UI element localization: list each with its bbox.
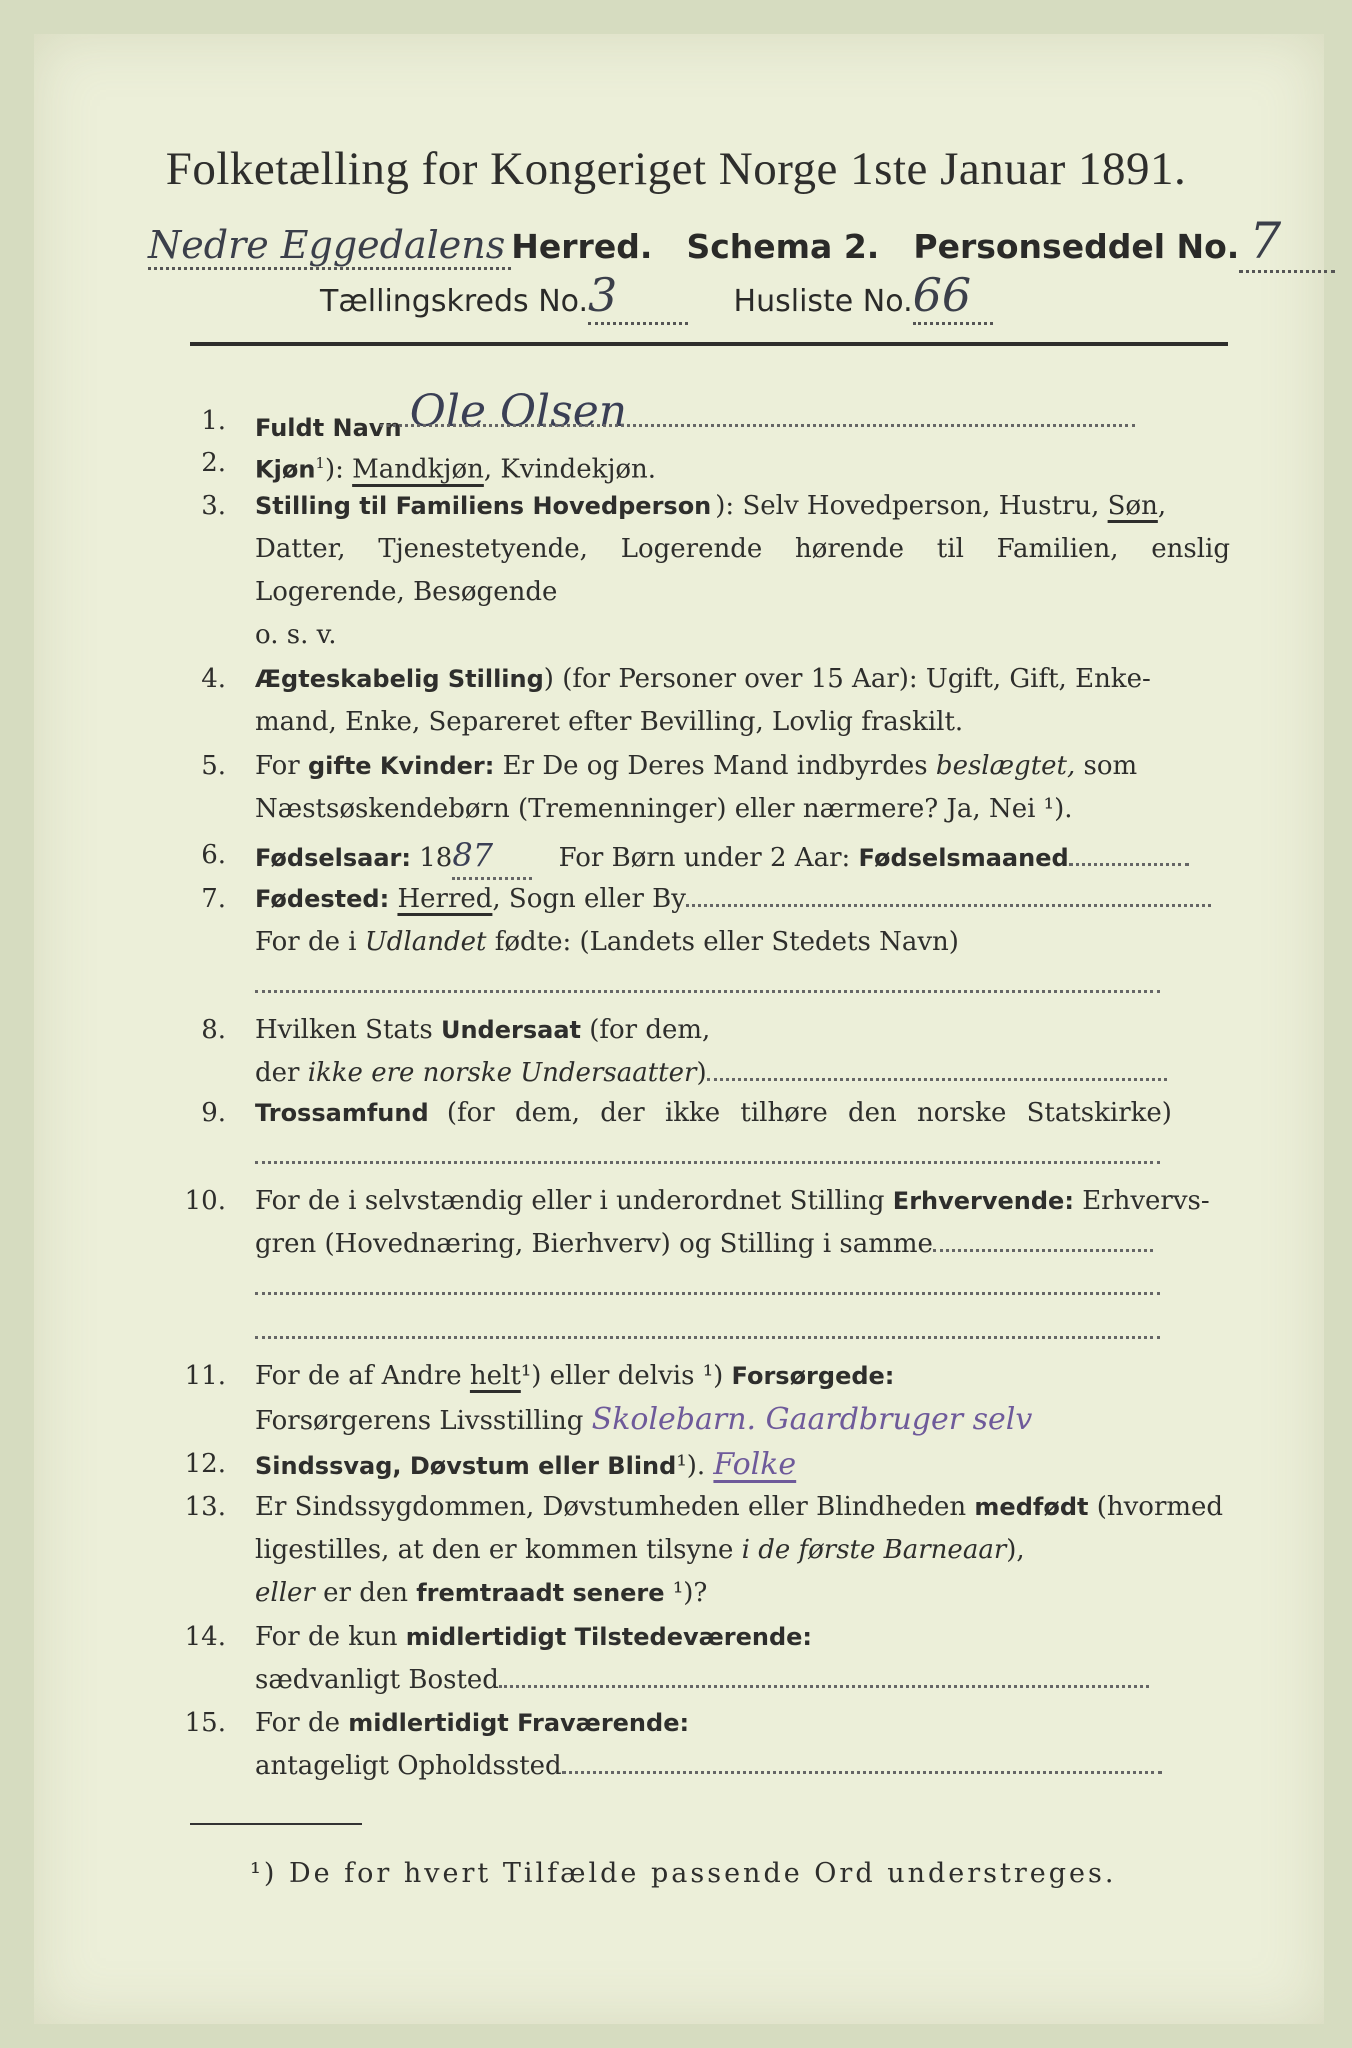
sex-option-selected: Mandkjøn bbox=[352, 454, 484, 485]
text: (for dem, der ikke tilhøre den norske Statskirke) bbox=[446, 1098, 1172, 1128]
personseddel-label: Personseddel No. bbox=[913, 227, 1240, 266]
item-number: 6. bbox=[201, 840, 226, 870]
birth-year-prefix: 18 bbox=[419, 843, 453, 873]
text: Er Sindssygdommen, Døvstumheden eller Blindheden bbox=[255, 1492, 967, 1522]
item-number: 3. bbox=[201, 491, 226, 521]
congenital-label: medfødt bbox=[974, 1493, 1089, 1521]
text: gren (Hovednæring, Bierhverv) og Stilling i samme bbox=[255, 1229, 933, 1259]
support-selected: helt bbox=[469, 1361, 521, 1391]
usual-residence-fill bbox=[499, 1675, 1149, 1688]
later-onset-label: fremtraadt senere bbox=[416, 1579, 665, 1607]
item-number: 5. bbox=[201, 751, 226, 781]
text: eller bbox=[255, 1578, 315, 1608]
text: ) (for Personer over 15 Aar): Ugift, Gift, Enke- bbox=[543, 664, 1151, 694]
form-title: Folketælling for Kongeriget Norge 1ste Januar 1891. bbox=[165, 143, 1187, 195]
text: Erhvervs- bbox=[1082, 1186, 1210, 1216]
header-rule bbox=[190, 342, 1228, 346]
text: (hvormed bbox=[1096, 1492, 1224, 1522]
text: der bbox=[255, 1058, 300, 1088]
disability-value: Folke bbox=[713, 1447, 797, 1482]
text: ligestilles, at den er kommen tilsyne bbox=[255, 1535, 734, 1565]
item-number: 1. bbox=[201, 406, 226, 436]
full-name-fill bbox=[380, 422, 1135, 427]
item-number: 7. bbox=[201, 884, 226, 914]
herred-row bbox=[148, 212, 1335, 273]
residence-fill bbox=[562, 1761, 1162, 1774]
item-9 bbox=[160, 1092, 1230, 1172]
text: For Børn under 2 Aar: bbox=[558, 843, 851, 873]
birth-year-value: 87 bbox=[452, 834, 532, 880]
marital-status-label: Ægteskabelig Stilling bbox=[255, 665, 544, 693]
text: (for dem, bbox=[589, 1015, 711, 1045]
text: Er De og Deres Mand indbyrdes bbox=[502, 751, 928, 781]
text: ¹)? bbox=[672, 1578, 708, 1608]
text: For de i bbox=[255, 927, 357, 957]
text: ikke ere norske Undersaatter bbox=[307, 1058, 697, 1088]
text: , Sogn eller By bbox=[492, 884, 686, 914]
occupation-label: Erhvervende: bbox=[892, 1187, 1074, 1215]
schema-label: Schema 2. bbox=[686, 227, 880, 266]
taellingskreds-label: Tællingskreds No. bbox=[320, 284, 588, 319]
text: ), bbox=[1006, 1535, 1025, 1565]
text: Udlandet bbox=[364, 927, 487, 957]
birthplace-fill bbox=[686, 894, 1211, 907]
religion-fill bbox=[255, 1159, 1160, 1164]
text: Forsørgerens Livsstilling bbox=[255, 1406, 584, 1436]
item-number: 12. bbox=[184, 1449, 226, 1479]
text: Hvilken Stats bbox=[255, 1015, 433, 1045]
provider-occupation-value: Skolebarn. Gaardbruger selv bbox=[591, 1402, 1033, 1437]
text: ¹). bbox=[676, 1451, 706, 1481]
birth-month-fill bbox=[1069, 853, 1189, 866]
text: beslægtet, bbox=[935, 751, 1076, 781]
citizenship-label: Undersaat bbox=[440, 1016, 581, 1044]
text: ): Selv Hovedperson, Hustru, bbox=[715, 491, 1100, 521]
text: ) bbox=[696, 1058, 707, 1088]
married-women-label: gifte Kvinder: bbox=[307, 752, 495, 780]
text: ): bbox=[324, 454, 344, 485]
text: sædvanligt Bosted bbox=[255, 1665, 499, 1695]
text: er den bbox=[323, 1578, 408, 1608]
text: Næstsøskendebørn (Tremenninger) eller nærmere? Ja, Nei ¹). bbox=[255, 794, 1073, 824]
text: ¹) eller delvis ¹) bbox=[520, 1361, 724, 1391]
item-number: 8. bbox=[201, 1015, 226, 1045]
temporary-absent-label: midlertidigt Fraværende: bbox=[348, 1709, 690, 1737]
footnote-rule bbox=[190, 1823, 362, 1825]
taellingskreds-number: 3 bbox=[588, 268, 688, 325]
text: som bbox=[1083, 751, 1138, 781]
family-position-label: Stilling til Familiens Hovedperson bbox=[255, 492, 712, 520]
occupation-fill-2 bbox=[255, 1290, 1160, 1295]
item-1 bbox=[160, 386, 1230, 446]
item-10 bbox=[160, 1180, 1230, 1340]
herred-handwritten: Nedre Eggedalens bbox=[148, 223, 511, 270]
text: For de i selvstændig eller i underordnet Stilling bbox=[255, 1186, 885, 1216]
item-7 bbox=[160, 878, 1230, 1008]
item-3 bbox=[160, 485, 1230, 657]
birth-year-label: Fødselsaar: bbox=[255, 844, 411, 872]
disability-label: Sindssvag, Døvstum eller Blind bbox=[255, 1452, 677, 1480]
text: , bbox=[1157, 491, 1167, 521]
family-position-selected: Søn bbox=[1107, 491, 1158, 521]
text: For de af Andre bbox=[255, 1361, 462, 1391]
footnote-mark: 1 bbox=[315, 454, 325, 472]
sex-options: , Kvindekjøn. bbox=[483, 454, 657, 485]
item-number: 10. bbox=[184, 1186, 226, 1216]
text: o. s. v. bbox=[255, 620, 337, 650]
item-number: 4. bbox=[201, 664, 226, 694]
husliste-number: 66 bbox=[913, 268, 993, 325]
religion-label: Trossamfund bbox=[255, 1099, 429, 1127]
item-number: 11. bbox=[184, 1361, 226, 1391]
herred-label: Herred. bbox=[511, 227, 653, 266]
supported-label: Forsørgede: bbox=[731, 1362, 895, 1390]
taellingskreds-row bbox=[320, 268, 993, 325]
text: For bbox=[255, 751, 300, 781]
sex-label: Kjøn bbox=[255, 455, 316, 484]
item-number: 14. bbox=[184, 1622, 226, 1652]
occupation-fill bbox=[933, 1239, 1153, 1252]
temporary-present-label: midlertidigt Tilstedeværende: bbox=[405, 1623, 813, 1651]
birthplace-selected: Herred bbox=[397, 884, 493, 914]
text: i de første Barneaar bbox=[741, 1535, 1007, 1565]
personseddel-number: 7 bbox=[1239, 212, 1335, 273]
birthplace-label: Fødested: bbox=[255, 885, 390, 913]
text: For de kun bbox=[255, 1622, 398, 1652]
text: antageligt Opholdssted bbox=[255, 1751, 562, 1781]
birth-month-label: Fødselsmaaned bbox=[858, 844, 1069, 872]
text: Datter, Tjenestetyende, Logerende hørende til Familien, enslig bbox=[255, 534, 1230, 564]
text: fødte: (Landets eller Stedets Navn) bbox=[494, 927, 959, 957]
foreign-birthplace-fill bbox=[255, 988, 1160, 993]
full-name-value: Ole Olsen bbox=[409, 386, 628, 437]
husliste-label: Husliste No. bbox=[733, 284, 913, 319]
item-number: 9. bbox=[201, 1098, 226, 1128]
footnote: ¹) De for hvert Tilfælde passende Ord understreges. bbox=[250, 1858, 1117, 1889]
text: mand, Enke, Separeret efter Bevilling, Lovlig fraskilt. bbox=[255, 707, 964, 737]
citizenship-fill bbox=[707, 1068, 1167, 1081]
item-number: 15. bbox=[184, 1708, 226, 1738]
item-number: 13. bbox=[184, 1492, 226, 1522]
item-number: 2. bbox=[201, 448, 226, 478]
text: Logerende, Besøgende bbox=[255, 577, 558, 607]
full-name-label: Fuldt Navn bbox=[255, 414, 402, 442]
text: For de bbox=[255, 1708, 340, 1738]
occupation-fill-3 bbox=[255, 1334, 1160, 1339]
